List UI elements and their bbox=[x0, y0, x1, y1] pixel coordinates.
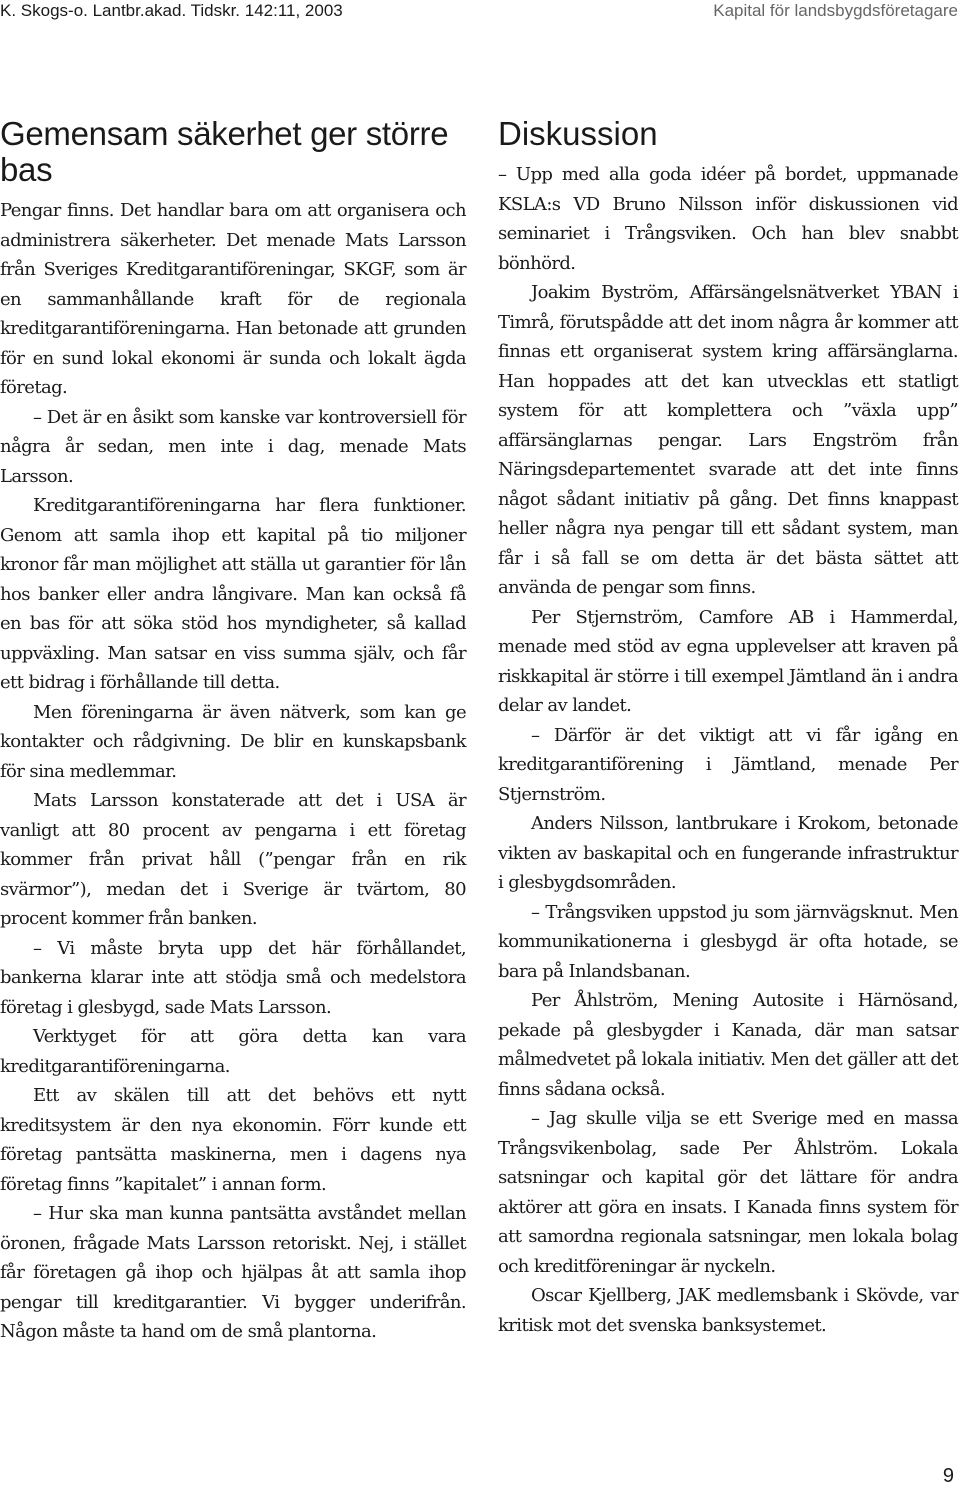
body-paragraph: Kreditgarantiföreningarna har flera funktioner. Genom att samla ihop ett kapital på tio miljoner kronor får man möjlighet att ställa ut garantier för lån hos banker eller andra långivare. Man kan också få en bas för att söka stöd hos myndigheter, så kallad uppväxling. Man satsar en viss summa själv, och får ett bidrag i förhållande till detta. bbox=[0, 495, 466, 693]
body-paragraph: – Vi måste bryta upp det här förhållandet, bankerna klarar inte att stödja små och medelstora företag i glesbygd, sade Mats Larsson. bbox=[0, 937, 466, 1018]
body-paragraph: – Därför är det viktigt att vi får igång en kreditgarantiförening i Jämtland, menade Per Stjernström. bbox=[498, 724, 958, 805]
body-paragraph: Ett av skälen till att det behövs ett nytt kreditsystem är den nya ekonomin. Förr kunde ett företag pantsätta maskinerna, men i dagens nya företag finns ”kapitalet” i annan form. bbox=[0, 1085, 466, 1195]
body-paragraph: Anders Nilsson, lantbrukare i Krokom, betonade vikten av baskapital och en fungerande infrastruktur i glesbygdsområden. bbox=[498, 813, 958, 893]
body-paragraph: – Hur ska man kunna pantsätta avståndet mellan öronen, frågade Mats Larsson retoriskt. Nej, i stället får företagen gå ihop och hjälpas åt att samla ihop pengar till kreditgarantier. Vi bygger underifrån. Någon måste ta hand om de små plantorna. bbox=[0, 1203, 466, 1342]
body-paragraph: – Det är en åsikt som kanske var kontroversiell för några år sedan, men inte i dag, menade Mats Larsson. bbox=[0, 406, 466, 487]
section-heading-left: Gemensam säkerhet ger större bas bbox=[0, 115, 449, 188]
body-paragraph: – Trångsviken uppstod ju som järnvägsknut. Men kommunikationerna i glesbygd är ofta hotade, se bara på Inlandsbanan. bbox=[498, 901, 958, 982]
body-paragraph: Oscar Kjellberg, JAK medlemsbank i Skövde, var kritisk mot det svenska banksystemet. bbox=[498, 1285, 958, 1336]
left-column bbox=[0, 116, 466, 1347]
section-heading-right: Diskussion bbox=[498, 115, 658, 152]
page-number: 9 bbox=[942, 1465, 954, 1487]
body-paragraph: Joakim Byström, Affärsängelsnätverket YBAN i Timrå, förutspådde att det inom några år kommer att finnas ett organiserat system kring affärsänglarna. Han hoppades att det kan utvecklas ett statligt system för att komplettera och ”växla upp” affärsänglarnas pengar. Lars Engström från Näringsdepartementet svarade att det inte finns något sådant initiativ på gång. Det finns knappast heller några nya pengar till ett sådant system, man får i så fall se om detta är det bästa sättet att använda de pengar som finns. bbox=[498, 282, 958, 598]
body-paragraph: Verktyget för att göra detta kan vara kreditgarantiföreningarna. bbox=[0, 1026, 466, 1077]
right-column bbox=[498, 116, 958, 1340]
body-paragraph: Pengar finns. Det handlar bara om att organisera och administrera säkerheter. Det menade Mats Larsson från Sveriges Kreditgarantiföreningar, SKGF, som är en sammanhållande kraft för de regionala kreditgarantiföreningarna. Han betonade att grunden för en sund lokal ekonomi är sunda och lokalt ägda företag. bbox=[0, 200, 466, 398]
body-paragraph: Mats Larsson konstaterade att det i USA är vanligt att 80 procent av pengarna i ett företag kommer från privat håll (”pengar från en rik svärmor”), medan det i Sverige är tvärtom, 80 procent kommer från banken. bbox=[0, 790, 466, 929]
body-paragraph: – Jag skulle vilja se ett Sverige med en massa Trångsvikenbolag, sade Per Åhlström. Lokala satsningar och kapital gör det lättare för andra aktörer att göra en insats. I Kanada finns system för att samordna regionala satsningar, men lokala bolag och kreditföreningar är nyckeln. bbox=[498, 1108, 958, 1277]
body-paragraph: Per Stjernström, Camfore AB i Hammerdal, menade med stöd av egna upplevelser att kraven på riskkapital är större i till exempel Jämtland än i andra delar av landet. bbox=[498, 606, 958, 716]
running-header-title: Kapital för landsbygdsföretagare bbox=[713, 1, 958, 20]
running-header-journal: K. Skogs-o. Lantbr.akad. Tidskr. 142:11, 2003 bbox=[0, 1, 343, 20]
body-paragraph: Per Åhlström, Mening Autosite i Härnösand, pekade på glesbygder i Kanada, där man satsar målmedvetet på lokala initiativ. Men det gäller att det finns sådana också. bbox=[498, 990, 958, 1100]
body-paragraph: – Upp med alla goda idéer på bordet, uppmanade KSLA:s VD Bruno Nilsson inför diskussionen vid seminariet i Trångsviken. Och han blev snabbt bönhörd. bbox=[498, 164, 958, 274]
body-paragraph: Men föreningarna är även nätverk, som kan ge kontakter och rådgivning. De blir en kunskapsbank för sina medlemmar. bbox=[0, 701, 466, 782]
